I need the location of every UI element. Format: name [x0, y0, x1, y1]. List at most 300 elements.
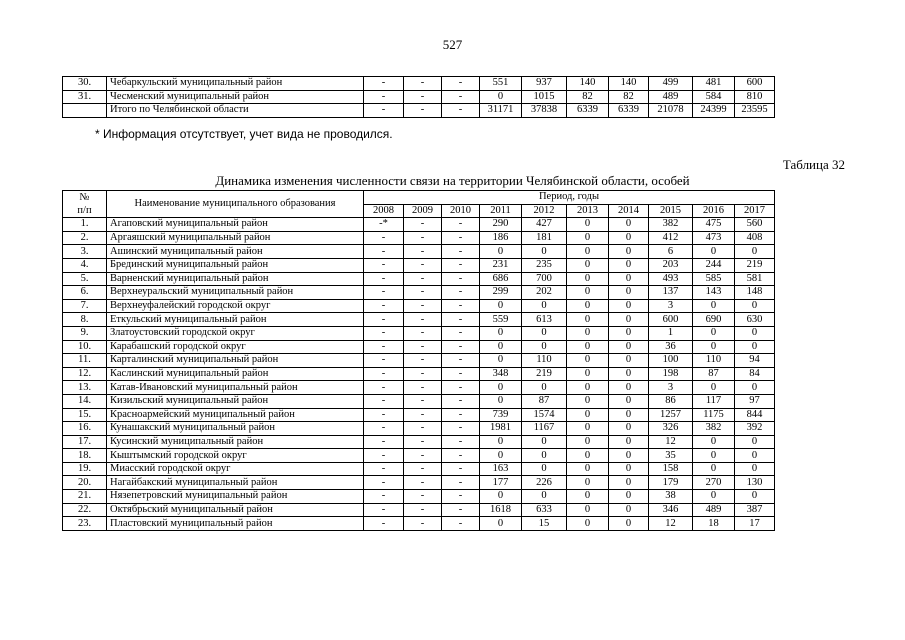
- row-value: -: [364, 476, 404, 490]
- row-value: 0: [567, 422, 609, 436]
- row-name: Агаповский муниципальный район: [107, 218, 364, 232]
- row-value: 0: [480, 394, 522, 408]
- row-value: 584: [693, 90, 735, 104]
- header-year: 2009: [404, 204, 442, 218]
- row-number: 14.: [63, 394, 107, 408]
- header-period: Период, годы: [364, 191, 775, 205]
- row-value: -: [364, 313, 404, 327]
- row-value: 186: [480, 231, 522, 245]
- row-value: 0: [480, 340, 522, 354]
- row-value: 0: [735, 245, 775, 259]
- row-value: -: [404, 394, 442, 408]
- row-number: 19.: [63, 462, 107, 476]
- row-value: 0: [567, 326, 609, 340]
- row-name: Каслинский муниципальный район: [107, 367, 364, 381]
- row-value: -: [364, 422, 404, 436]
- table-row: [63, 245, 775, 259]
- row-value: 739: [480, 408, 522, 422]
- row-value: 0: [609, 517, 649, 531]
- row-value: 181: [522, 231, 567, 245]
- row-value: -: [404, 435, 442, 449]
- table-row: [63, 218, 775, 232]
- table-row: [63, 381, 775, 395]
- row-name: Верхнеуральский муниципальный район: [107, 286, 364, 300]
- row-value: 427: [522, 218, 567, 232]
- row-value: 158: [649, 462, 693, 476]
- row-value: 412: [649, 231, 693, 245]
- row-value: -: [404, 408, 442, 422]
- table-row: [63, 258, 775, 272]
- footnote: * Информация отсутствует, учет вида не проводился.: [95, 127, 393, 141]
- table-title: Динамика изменения численности связи на территории Челябинской области, особей: [215, 173, 690, 188]
- row-value: 0: [480, 381, 522, 395]
- page-number: 527: [442, 37, 463, 52]
- table-row: [63, 313, 775, 327]
- row-value: 0: [522, 299, 567, 313]
- row-name: Нязепетровский муниципальный район: [107, 490, 364, 504]
- row-name: Карталинский муниципальный район: [107, 354, 364, 368]
- row-value: -: [442, 90, 480, 104]
- row-value: 0: [567, 449, 609, 463]
- row-value: 219: [522, 367, 567, 381]
- row-value: 299: [480, 286, 522, 300]
- row-value: -: [442, 449, 480, 463]
- row-name: Итого по Челябинской области: [107, 104, 364, 118]
- table-row: [63, 435, 775, 449]
- row-value: 0: [567, 286, 609, 300]
- row-value: -: [442, 245, 480, 259]
- row-value: 0: [735, 462, 775, 476]
- row-value: 633: [522, 503, 567, 517]
- row-value: -: [404, 231, 442, 245]
- row-name: Чебаркульский муниципальный район: [107, 77, 364, 91]
- row-value: -: [442, 299, 480, 313]
- row-value: 84: [735, 367, 775, 381]
- row-value: 0: [567, 354, 609, 368]
- table-row: [63, 326, 775, 340]
- row-value: -: [404, 77, 442, 91]
- row-value: 87: [693, 367, 735, 381]
- row-value: 0: [735, 449, 775, 463]
- row-value: 0: [567, 218, 609, 232]
- row-value: -: [442, 517, 480, 531]
- row-value: 100: [649, 354, 693, 368]
- row-value: 0: [609, 422, 649, 436]
- table-row: [63, 286, 775, 300]
- row-name: Нагайбакский муниципальный район: [107, 476, 364, 490]
- table-label: Таблица 32: [782, 157, 845, 172]
- row-value: 0: [567, 394, 609, 408]
- row-value: -: [404, 299, 442, 313]
- row-value: 0: [522, 326, 567, 340]
- row-value: 6: [649, 245, 693, 259]
- row-value: -: [364, 408, 404, 422]
- row-number: 2.: [63, 231, 107, 245]
- row-value: 0: [522, 381, 567, 395]
- row-value: 0: [609, 367, 649, 381]
- row-value: 148: [735, 286, 775, 300]
- row-value: 326: [649, 422, 693, 436]
- row-name: Красноармейский муниципальный район: [107, 408, 364, 422]
- row-value: -: [364, 381, 404, 395]
- row-value: -: [404, 340, 442, 354]
- row-value: 937: [522, 77, 567, 91]
- row-value: 110: [522, 354, 567, 368]
- header-num: № п/п: [63, 191, 107, 218]
- row-value: -: [404, 90, 442, 104]
- row-value: 23595: [735, 104, 775, 118]
- row-value: 0: [480, 299, 522, 313]
- table-row: [63, 272, 775, 286]
- row-value: 0: [609, 326, 649, 340]
- row-value: -: [364, 503, 404, 517]
- row-value: 0: [567, 231, 609, 245]
- row-value: 244: [693, 258, 735, 272]
- row-value: -: [442, 218, 480, 232]
- row-value: -: [364, 435, 404, 449]
- row-value: 600: [649, 313, 693, 327]
- row-value: 0: [480, 517, 522, 531]
- row-value: 0: [567, 258, 609, 272]
- row-value: 143: [693, 286, 735, 300]
- row-value: 0: [609, 340, 649, 354]
- table-row: [63, 408, 775, 422]
- row-value: -: [442, 408, 480, 422]
- row-value: 499: [649, 77, 693, 91]
- row-value: -: [364, 340, 404, 354]
- row-value: 0: [480, 435, 522, 449]
- row-value: 686: [480, 272, 522, 286]
- row-value: 0: [735, 490, 775, 504]
- row-value: -: [404, 517, 442, 531]
- row-value: 346: [649, 503, 693, 517]
- row-value: 690: [693, 313, 735, 327]
- row-value: -: [404, 490, 442, 504]
- table-row: [63, 517, 775, 531]
- row-value: -: [442, 104, 480, 118]
- row-value: 0: [609, 218, 649, 232]
- row-value: -: [364, 517, 404, 531]
- row-value: 226: [522, 476, 567, 490]
- row-number: 31.: [63, 90, 107, 104]
- row-number: 6.: [63, 286, 107, 300]
- table-row: [63, 340, 775, 354]
- row-value: 0: [480, 490, 522, 504]
- row-number: 11.: [63, 354, 107, 368]
- row-value: 0: [693, 340, 735, 354]
- row-value: -: [404, 462, 442, 476]
- row-value: 35: [649, 449, 693, 463]
- row-value: -: [404, 313, 442, 327]
- row-number: 17.: [63, 435, 107, 449]
- row-value: 110: [693, 354, 735, 368]
- row-value: -: [404, 286, 442, 300]
- row-value: -: [364, 77, 404, 91]
- header-year: 2016: [693, 204, 735, 218]
- row-value: 0: [567, 367, 609, 381]
- row-value: -: [404, 354, 442, 368]
- row-value: 408: [735, 231, 775, 245]
- row-value: 493: [649, 272, 693, 286]
- row-value: -: [404, 326, 442, 340]
- row-value: -: [364, 367, 404, 381]
- row-value: 585: [693, 272, 735, 286]
- row-value: -*: [364, 218, 404, 232]
- row-value: 0: [693, 449, 735, 463]
- row-value: -: [364, 326, 404, 340]
- row-number: 30.: [63, 77, 107, 91]
- row-value: 0: [567, 272, 609, 286]
- row-value: -: [442, 422, 480, 436]
- row-name: Ашинский муниципальный район: [107, 245, 364, 259]
- row-value: -: [364, 490, 404, 504]
- row-value: 202: [522, 286, 567, 300]
- row-value: 0: [693, 245, 735, 259]
- row-number: 9.: [63, 326, 107, 340]
- row-value: 810: [735, 90, 775, 104]
- row-value: -: [442, 272, 480, 286]
- row-number: 12.: [63, 367, 107, 381]
- row-number: [63, 104, 107, 118]
- row-value: 219: [735, 258, 775, 272]
- header-year: 2017: [735, 204, 775, 218]
- row-value: 12: [649, 435, 693, 449]
- row-value: 481: [693, 77, 735, 91]
- header-name: Наименование муниципального образования: [107, 191, 364, 218]
- row-value: -: [404, 503, 442, 517]
- row-value: 15: [522, 517, 567, 531]
- row-value: 0: [735, 381, 775, 395]
- row-number: 21.: [63, 490, 107, 504]
- row-value: 36: [649, 340, 693, 354]
- row-value: 0: [480, 245, 522, 259]
- row-value: 1: [649, 326, 693, 340]
- row-value: -: [404, 218, 442, 232]
- row-value: -: [364, 462, 404, 476]
- table-row: [63, 449, 775, 463]
- row-value: 613: [522, 313, 567, 327]
- row-value: 6339: [567, 104, 609, 118]
- row-value: 0: [522, 462, 567, 476]
- row-value: 0: [609, 313, 649, 327]
- row-value: 179: [649, 476, 693, 490]
- row-value: 18: [693, 517, 735, 531]
- row-name: Карабашский городской округ: [107, 340, 364, 354]
- row-name: Чесменский муниципальный район: [107, 90, 364, 104]
- row-value: 12: [649, 517, 693, 531]
- row-name: Пластовский муниципальный район: [107, 517, 364, 531]
- table-row: [63, 462, 775, 476]
- row-value: 37838: [522, 104, 567, 118]
- row-value: 0: [567, 503, 609, 517]
- header-year: 2014: [609, 204, 649, 218]
- row-value: 581: [735, 272, 775, 286]
- row-value: -: [404, 422, 442, 436]
- row-value: 0: [567, 462, 609, 476]
- row-value: 0: [522, 449, 567, 463]
- header-year: 2008: [364, 204, 404, 218]
- table-row: [63, 490, 775, 504]
- row-value: 0: [567, 476, 609, 490]
- row-value: 0: [609, 245, 649, 259]
- row-value: -: [364, 104, 404, 118]
- row-value: 489: [649, 90, 693, 104]
- row-value: -: [442, 476, 480, 490]
- row-value: 387: [735, 503, 775, 517]
- row-value: 348: [480, 367, 522, 381]
- row-number: 18.: [63, 449, 107, 463]
- table-row: [63, 394, 775, 408]
- row-value: -: [442, 231, 480, 245]
- table-row: [63, 367, 775, 381]
- row-value: -: [404, 367, 442, 381]
- table-row: [63, 231, 775, 245]
- row-value: -: [442, 462, 480, 476]
- row-value: 140: [609, 77, 649, 91]
- row-number: 4.: [63, 258, 107, 272]
- row-value: -: [364, 245, 404, 259]
- row-value: 1015: [522, 90, 567, 104]
- row-value: 130: [735, 476, 775, 490]
- row-value: 0: [735, 435, 775, 449]
- row-value: 290: [480, 218, 522, 232]
- row-number: 3.: [63, 245, 107, 259]
- row-number: 16.: [63, 422, 107, 436]
- row-value: -: [442, 286, 480, 300]
- row-value: -: [442, 326, 480, 340]
- row-value: -: [364, 299, 404, 313]
- row-value: -: [364, 449, 404, 463]
- row-value: 198: [649, 367, 693, 381]
- row-value: 1618: [480, 503, 522, 517]
- row-value: 137: [649, 286, 693, 300]
- row-value: -: [404, 245, 442, 259]
- row-value: 0: [522, 340, 567, 354]
- row-value: 392: [735, 422, 775, 436]
- row-value: 117: [693, 394, 735, 408]
- row-value: 630: [735, 313, 775, 327]
- row-value: 0: [609, 449, 649, 463]
- row-value: 38: [649, 490, 693, 504]
- row-value: -: [442, 490, 480, 504]
- row-value: -: [364, 394, 404, 408]
- header-year: 2013: [567, 204, 609, 218]
- row-value: 0: [567, 490, 609, 504]
- row-name: Октябрьский муниципальный район: [107, 503, 364, 517]
- row-value: 94: [735, 354, 775, 368]
- row-value: -: [442, 367, 480, 381]
- row-value: 6339: [609, 104, 649, 118]
- row-value: 0: [567, 340, 609, 354]
- row-value: 0: [609, 354, 649, 368]
- row-value: 1257: [649, 408, 693, 422]
- row-value: 473: [693, 231, 735, 245]
- row-value: 0: [735, 326, 775, 340]
- row-value: 560: [735, 218, 775, 232]
- row-value: 0: [693, 435, 735, 449]
- row-value: 0: [609, 381, 649, 395]
- row-value: 0: [735, 299, 775, 313]
- row-value: -: [442, 340, 480, 354]
- table-row: [63, 90, 775, 104]
- row-value: -: [442, 435, 480, 449]
- row-name: Кунашакский муниципальный район: [107, 422, 364, 436]
- row-value: 0: [693, 462, 735, 476]
- row-value: -: [442, 258, 480, 272]
- row-value: 700: [522, 272, 567, 286]
- table-row: [63, 422, 775, 436]
- row-value: 17: [735, 517, 775, 531]
- row-name: Еткульский муниципальный район: [107, 313, 364, 327]
- row-name: Катав-Ивановский муниципальный район: [107, 381, 364, 395]
- row-name: Кыштымский городской округ: [107, 449, 364, 463]
- row-number: 15.: [63, 408, 107, 422]
- row-value: 1981: [480, 422, 522, 436]
- row-value: 0: [609, 408, 649, 422]
- row-value: -: [442, 381, 480, 395]
- row-value: 0: [609, 299, 649, 313]
- row-value: 0: [567, 408, 609, 422]
- row-value: 844: [735, 408, 775, 422]
- row-value: 31171: [480, 104, 522, 118]
- row-value: 140: [567, 77, 609, 91]
- row-number: 13.: [63, 381, 107, 395]
- row-number: 22.: [63, 503, 107, 517]
- row-value: 0: [480, 326, 522, 340]
- row-value: 0: [567, 435, 609, 449]
- header-year: 2011: [480, 204, 522, 218]
- row-value: 82: [567, 90, 609, 104]
- row-value: 0: [567, 517, 609, 531]
- row-number: 5.: [63, 272, 107, 286]
- row-value: 177: [480, 476, 522, 490]
- row-value: -: [404, 449, 442, 463]
- row-value: 0: [609, 490, 649, 504]
- row-value: 0: [567, 381, 609, 395]
- row-value: 551: [480, 77, 522, 91]
- row-value: -: [404, 272, 442, 286]
- row-value: -: [364, 272, 404, 286]
- row-value: 0: [522, 435, 567, 449]
- row-name: Варненский муниципальный район: [107, 272, 364, 286]
- row-value: 0: [693, 299, 735, 313]
- top-table-continuation: [62, 76, 775, 118]
- row-value: -: [442, 503, 480, 517]
- row-value: 475: [693, 218, 735, 232]
- row-value: 0: [480, 90, 522, 104]
- row-value: 0: [522, 245, 567, 259]
- row-name: Кусинский муниципальный район: [107, 435, 364, 449]
- row-value: -: [364, 354, 404, 368]
- row-value: 1175: [693, 408, 735, 422]
- row-number: 8.: [63, 313, 107, 327]
- row-value: 3: [649, 299, 693, 313]
- row-value: 1167: [522, 422, 567, 436]
- row-value: 382: [649, 218, 693, 232]
- row-value: 0: [567, 299, 609, 313]
- table-row: [63, 503, 775, 517]
- table-row: [63, 354, 775, 368]
- row-name: Аргаяшский муниципальный район: [107, 231, 364, 245]
- header-year: 2015: [649, 204, 693, 218]
- row-value: 0: [609, 462, 649, 476]
- row-value: 0: [735, 340, 775, 354]
- row-value: 82: [609, 90, 649, 104]
- row-value: -: [404, 381, 442, 395]
- row-value: -: [404, 104, 442, 118]
- row-value: 0: [609, 286, 649, 300]
- main-table: [62, 190, 775, 531]
